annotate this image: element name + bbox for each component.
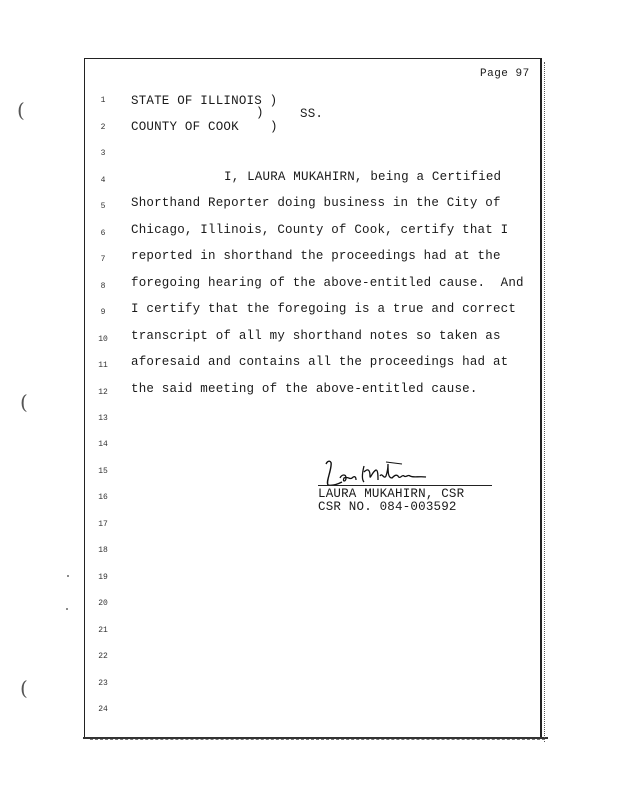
caption-state: STATE OF ILLINOIS ): [131, 94, 278, 108]
certificate-line: aforesaid and contains all the proceedings had at: [131, 355, 509, 369]
transcript-page-frame: [84, 58, 542, 739]
line-number: 17: [98, 520, 108, 529]
line-number: 1: [100, 96, 106, 105]
page-number: Page 97: [480, 68, 530, 80]
certificate-line: transcript of all my shorthand notes so taken as: [131, 329, 501, 343]
line-number: 3: [100, 149, 106, 158]
line-number: 18: [98, 546, 108, 555]
certificate-line: Shorthand Reporter doing business in the City of: [131, 196, 501, 210]
line-number: 24: [98, 705, 108, 714]
binder-hole-mark: (: [20, 676, 28, 700]
certificate-line: the said meeting of the above-entitled cause.: [131, 382, 478, 396]
line-number: 8: [100, 282, 106, 291]
certificate-line: foregoing hearing of the above-entitled cause. And: [131, 276, 524, 290]
caption-paren: ): [270, 120, 278, 134]
line-number: 15: [98, 467, 108, 476]
line-number: 10: [98, 335, 108, 344]
line-number: 22: [98, 652, 108, 661]
binder-hole-mark: (: [17, 98, 25, 122]
line-number: 9: [100, 308, 106, 317]
line-number: 6: [100, 229, 106, 238]
line-number: 23: [98, 679, 108, 688]
page-right-edge: [544, 62, 546, 742]
certificate-line: I, LAURA MUKAHIRN, being a Certified: [224, 170, 502, 184]
line-number: 5: [100, 202, 106, 211]
csr-number: CSR NO. 084-003592: [318, 500, 457, 514]
caption-ss: SS.: [300, 107, 324, 121]
line-number: 16: [98, 493, 108, 502]
caption-county: COUNTY OF COOK: [131, 120, 239, 134]
line-number: 13: [98, 414, 108, 423]
scan-bottom-edge: [90, 736, 545, 740]
line-number: 14: [98, 440, 108, 449]
caption-paren: ): [256, 106, 264, 120]
scan-speck: [66, 608, 68, 610]
binder-hole-mark: (: [20, 390, 28, 414]
line-number: 12: [98, 388, 108, 397]
signature-line: [318, 485, 492, 486]
certificate-line: reported in shorthand the proceedings had at the: [131, 249, 501, 263]
line-number: 7: [100, 255, 106, 264]
certificate-line: I certify that the foregoing is a true and correct: [131, 302, 517, 316]
line-number: 4: [100, 176, 106, 185]
line-number: 21: [98, 626, 108, 635]
scan-speck: [67, 575, 69, 577]
line-number: 19: [98, 573, 108, 582]
line-number: 11: [98, 361, 108, 370]
line-number: 20: [98, 599, 108, 608]
line-number: 2: [100, 123, 106, 132]
reporter-name: LAURA MUKAHIRN, CSR: [318, 487, 465, 501]
certificate-line: Chicago, Illinois, County of Cook, certify that I: [131, 223, 509, 237]
